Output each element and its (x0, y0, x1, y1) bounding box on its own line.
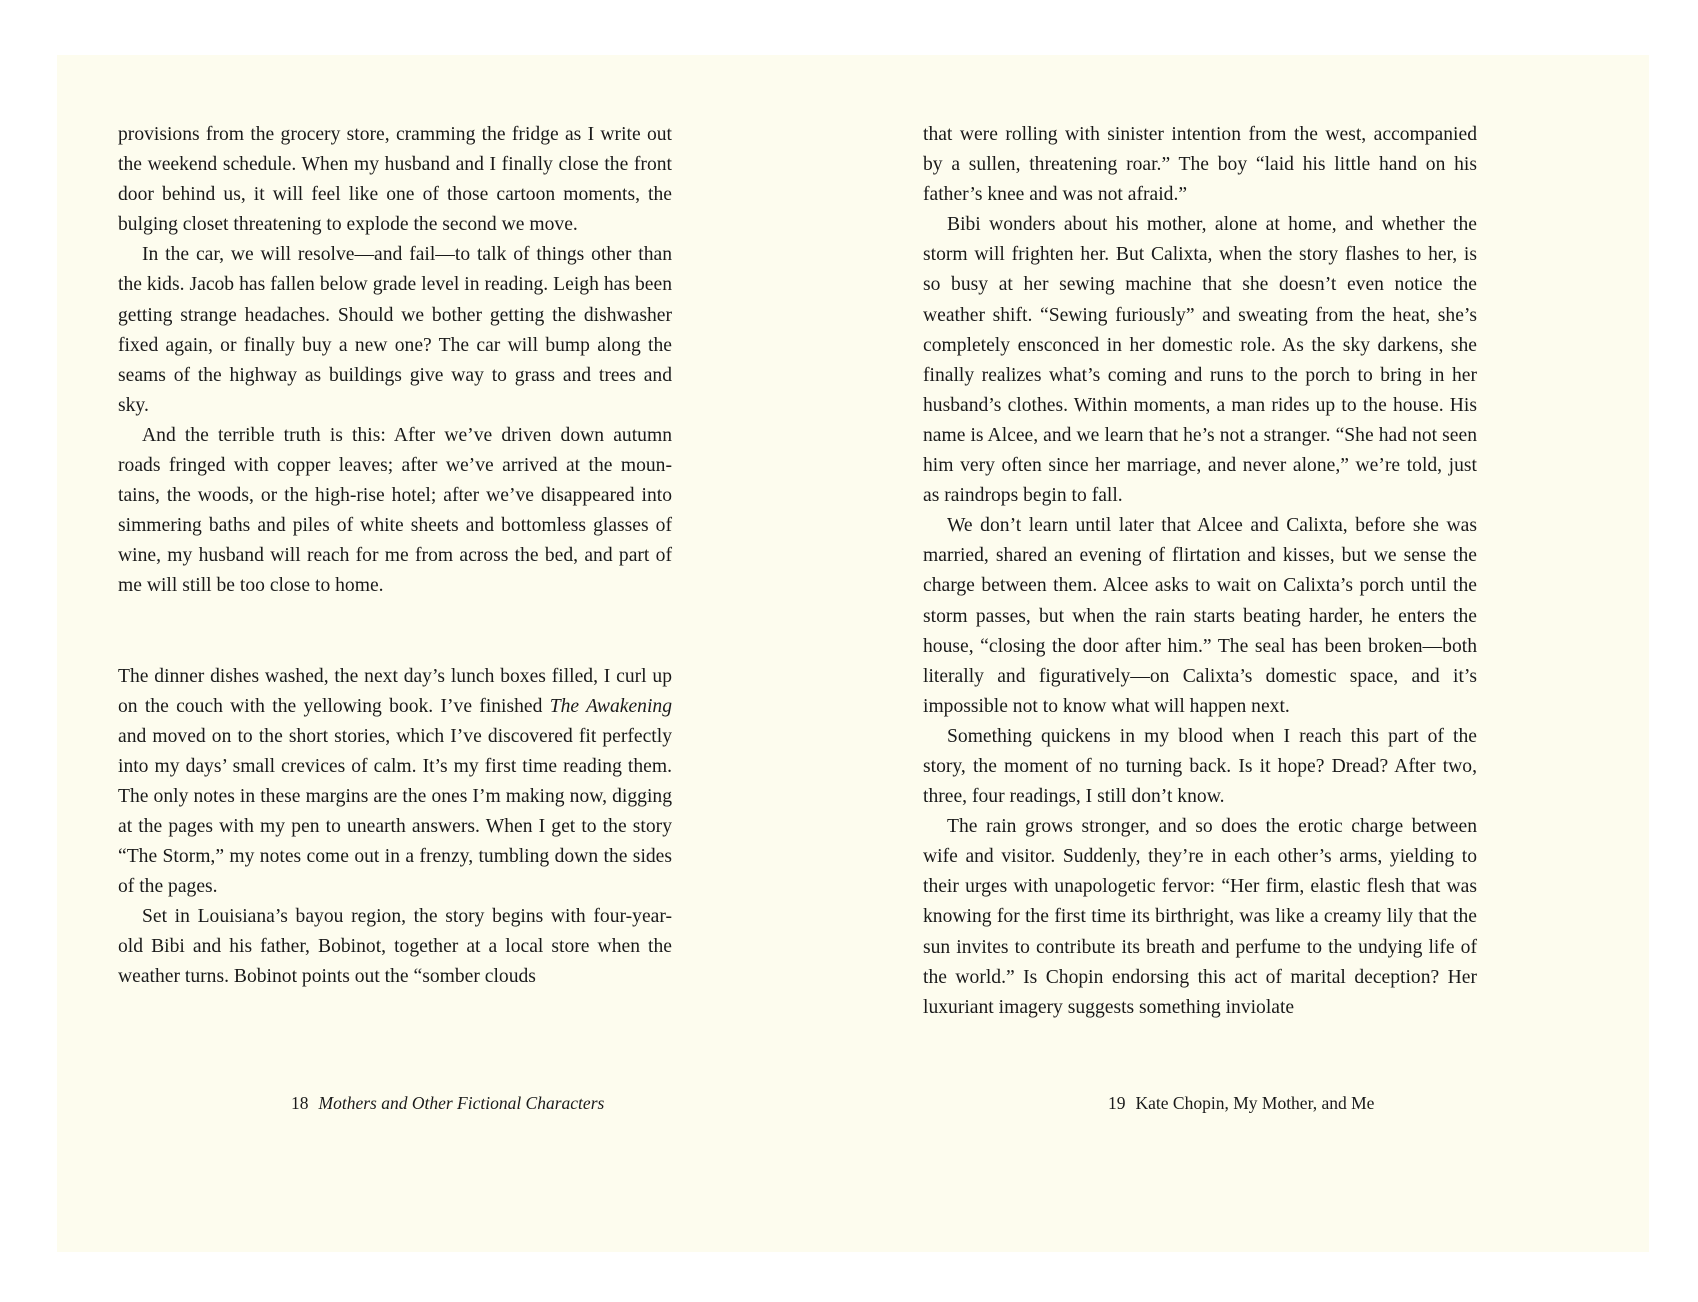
right-folio (1108, 1092, 1374, 1114)
paragraph: And the terrible truth is this: After we’ve driven down autumn roads fringed with copper leaves; after we’ve arrived at the mountains, the woods, or the high-rise hotel; after we’ve disappeared into simmering baths and piles of white sheets and bottomless glasses of wine, my husband will reach for me from across the bed, and part of me will still be too close to home. (118, 424, 672, 597)
paragraph-text: and moved on to the short stories, which I’ve discovered fit perfectly into my days’ small crevices of calm. It’s my first time reading them. The only notes in these margins are the ones I’m making now, digging at the pages with my pen to unearth answers. When I get to the story “The Storm,” my notes come out in a frenzy, tumbling down the sides of the pages. (118, 725, 672, 898)
page-number: 18 (291, 1093, 309, 1113)
left-page (118, 120, 672, 993)
right-page (923, 120, 1477, 1023)
running-head: Mothers and Other Fictional Characters (318, 1093, 605, 1113)
page-number: 19 (1108, 1093, 1126, 1113)
section-break (118, 602, 672, 662)
book-title-italic: The Awakening (549, 695, 672, 717)
paragraph: Something quickens in my blood when I reach this part of the story, the moment of no turning back. Is it hope? Dread? After two, three, four readings, I still don’t know. (923, 725, 1477, 808)
paragraph: that were rolling with sinister intention from the west, accompanied by a sullen, threatening roar.” The boy “laid his little hand on his father’s knee and was not afraid.” (923, 124, 1477, 206)
paragraph: Set in Louisiana’s bayou region, the story begins with four-year-old Bibi and his father, Bobinot, together at a local store when the weather turns. Bobinot points out the “somber clouds (118, 906, 672, 988)
paragraph: Bibi wonders about his mother, alone at home, and whether the storm will frighten her. But Calixta, when the story flashes to her, is so busy at her sewing machine that she doesn’t even notice the weather shift. “Sewing furiously” and sweating from the heat, she’s completely ensconced in her domestic role. As the sky darkens, she finally realizes what’s coming and runs to the porch to bring in her husband’s clothes. Within moments, a man rides up to the house. His name is Alcee, and we learn that he’s not a stranger. “She had not seen him very often since her marriage, and never alone,” we’re told, just as raindrops begin to fall. (923, 214, 1477, 507)
paragraph: In the car, we will resolve—and fail—to talk of things other than the kids. Jacob has fallen below grade level in reading. Leigh has been getting strange headaches. Should we bother getting the dishwasher fixed again, or finally buy a new one? The car will bump along the seams of the highway as buildings give way to grass and trees and sky. (118, 244, 672, 416)
paragraph: The rain grows stronger, and so does the erotic charge between wife and visitor. Suddenly, they’re in each other’s arms, yielding to their urges with unapologetic fervor: “Her firm, elastic flesh that was knowing for the first time its birthright, was like a creamy lily that the sun invites to contribute its breath and perfume to the undying life of the world.” Is Chopin endorsing this act of marital deception? Her luxuriant imagery suggests something inviolate (923, 816, 1477, 1018)
paragraph: provisions from the grocery store, cramming the fridge as I write out the weekend schedule. When my husband and I finally close the front door behind us, it will feel like one of those cartoon moments, the bulging closet threatening to explode the second we move. (118, 124, 672, 236)
left-folio (291, 1092, 604, 1114)
paragraph: We don’t learn until later that Alcee and Calixta, before she was married, shared an evening of flirtation and kisses, but we sense the charge between them. Alcee asks to wait on Calixta’s porch until the storm passes, but when the rain starts beating harder, he enters the house, “closing the door after him.” The seal has been broken—both literally and figuratively—on Calixta’s domestic space, and it’s impossible not to know what will happen next. (923, 515, 1477, 717)
running-head: Kate Chopin, My Mother, and Me (1135, 1093, 1375, 1113)
paragraph (118, 662, 672, 903)
paragraph-text: The dinner dishes washed, the next day’s lunch boxes filled, I curl up on the couch with the yellowing book. I’ve finished (118, 665, 672, 717)
